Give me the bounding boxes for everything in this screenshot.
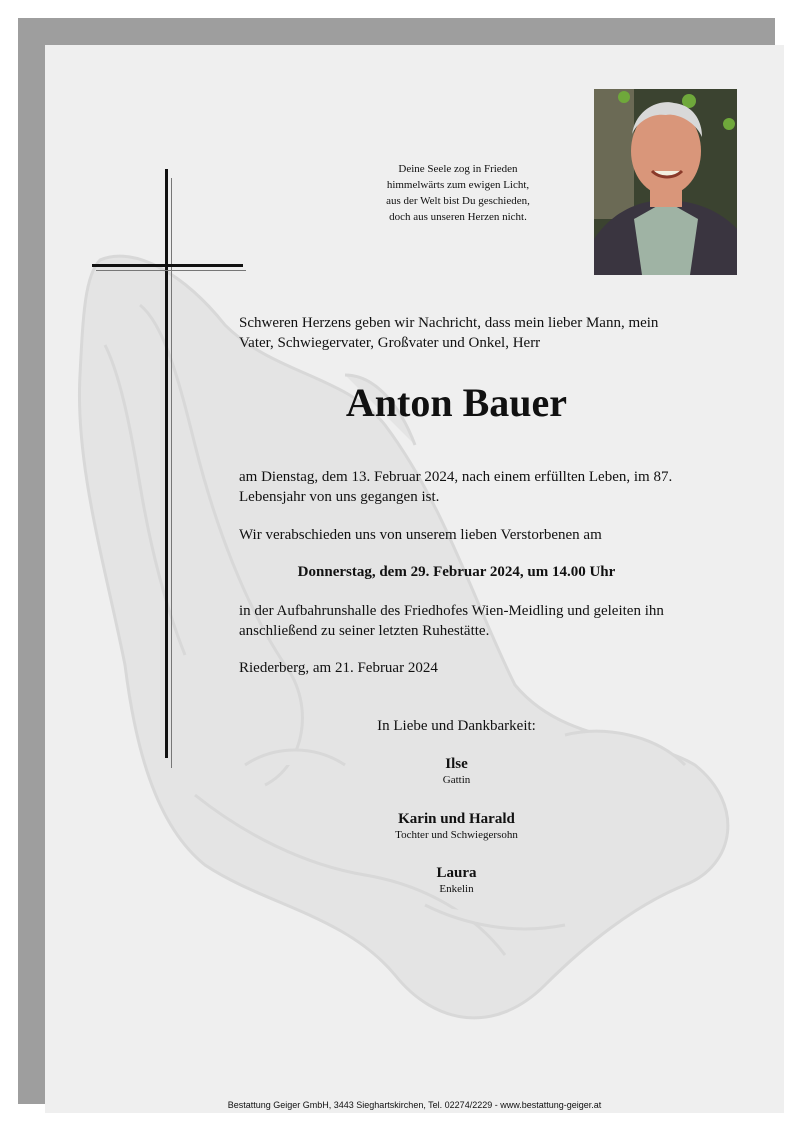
- funeral-home-footer: Bestattung Geiger GmbH, 3443 Sieghartskirchen, Tel. 02274/2229 - www.bestattung-geiger.at: [227, 1100, 602, 1110]
- poem: [308, 161, 608, 225]
- cross-bar-shadow: [96, 270, 246, 271]
- funeral-location: in der Aufbahrunshalle des Friedhofes Wien-Meidling und geleiten ihn anschließend zu seiner letzten Ruhestätte.: [239, 603, 664, 639]
- farewell-intro: Wir verabschieden uns von unserem lieben Verstorbenen am: [239, 527, 602, 543]
- poem-line: Deine Seele zog in Frieden: [398, 163, 518, 175]
- place-date: Riederberg, am 21. Februar 2024: [239, 660, 438, 676]
- intro-text: Schweren Herzens geben wir Nachricht, dass mein lieber Mann, mein Vater, Schwiegervater, Großvater und Onkel, Herr: [239, 315, 659, 351]
- page-frame: [18, 18, 775, 1110]
- mourner: [239, 755, 674, 787]
- thanks-heading: In Liebe und Dankbarkeit:: [377, 718, 536, 734]
- mourner-name: Laura: [436, 865, 477, 881]
- mourner: [239, 864, 674, 896]
- cross-icon: [165, 169, 168, 758]
- mourner-name: Ilse: [445, 756, 468, 772]
- mourner-name: Karin und Harald: [398, 811, 515, 827]
- portrait-photo: [594, 89, 737, 275]
- poem-line: himmelwärts zum ewigen Licht,: [386, 179, 530, 191]
- mourner-relation: Enkelin: [439, 883, 474, 895]
- funeral-datetime: Donnerstag, dem 29. Februar 2024, um 14.00 Uhr: [297, 564, 616, 580]
- poem-line: doch aus unseren Herzen nicht.: [389, 211, 527, 223]
- mourner-relation: Tochter und Schwiegersohn: [395, 829, 518, 841]
- poem-line: aus der Welt bist Du geschieden,: [386, 195, 530, 207]
- mourner-relation: Gattin: [442, 774, 471, 786]
- cross-bar: [92, 264, 243, 267]
- obituary-card: [45, 45, 784, 1113]
- mourner: [239, 810, 674, 842]
- deceased-name: Anton Bauer: [345, 380, 568, 425]
- death-notice: am Dienstag, dem 13. Februar 2024, nach einem erfüllten Leben, im 87. Lebensjahr von uns gegangen ist.: [239, 469, 673, 505]
